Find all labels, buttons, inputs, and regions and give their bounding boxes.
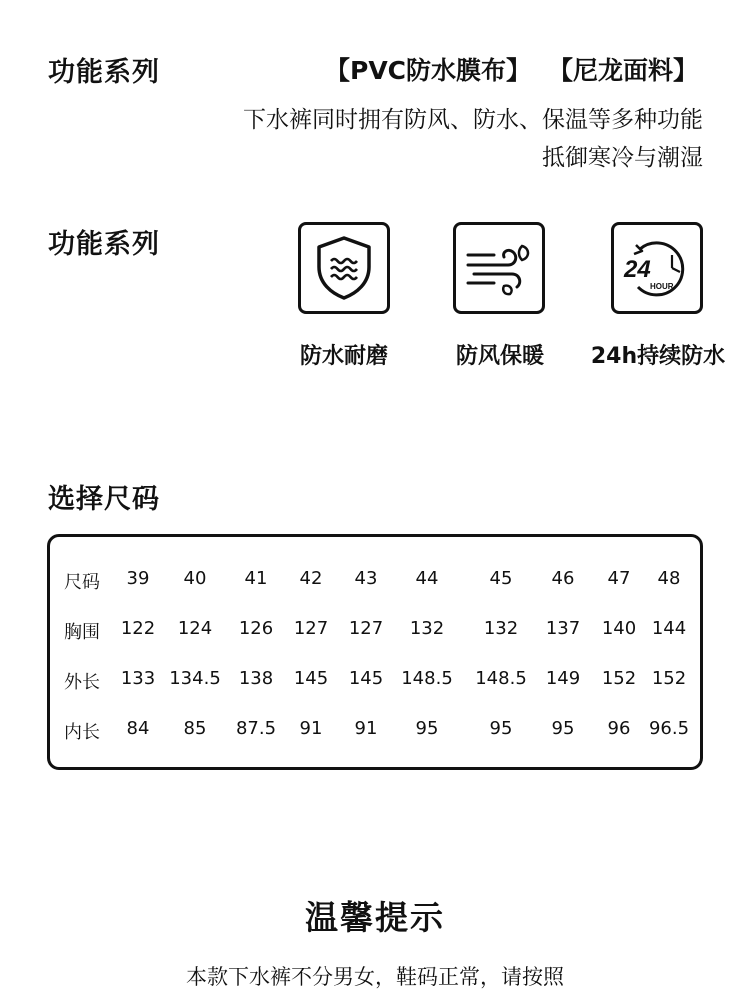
wind-icon (464, 238, 534, 298)
table-cell: 43 (354, 568, 378, 589)
table-cell: 42 (299, 568, 323, 589)
table-cell: 152 (651, 668, 687, 689)
table-cell: 96 (607, 718, 631, 739)
table-cell: 47 (607, 568, 631, 589)
table-cell: 39 (126, 568, 150, 589)
table-cell: 96.5 (648, 718, 690, 739)
feature-label-windproof: 防风保暖 (455, 344, 545, 369)
table-cell: 140 (601, 618, 637, 639)
table-cell: 95 (415, 718, 439, 739)
table-cell: 152 (601, 668, 637, 689)
tips-text: 本款下水裤不分男女，鞋码正常，请按照 (186, 965, 564, 989)
table-cell: 133 (120, 668, 156, 689)
table-cell: 85 (183, 718, 207, 739)
row-label-outer-length: 外长 (64, 672, 100, 693)
table-cell: 137 (545, 618, 581, 639)
table-cell: 87.5 (235, 718, 277, 739)
table-cell: 40 (183, 568, 207, 589)
table-cell: 126 (238, 618, 274, 639)
shield-waves-icon (313, 235, 375, 301)
feature-24h-card (611, 222, 703, 314)
table-cell: 91 (354, 718, 378, 739)
table-cell: 149 (545, 668, 581, 689)
row-label-size: 尺码 (64, 572, 100, 593)
table-cell: 95 (551, 718, 575, 739)
description-line-1: 下水裤同时拥有防风、防水、保温等多种功能 (243, 107, 703, 133)
size-section-title: 选择尺码 (48, 484, 160, 515)
table-cell: 45 (489, 568, 513, 589)
clock-number-text: 24 (624, 256, 651, 283)
table-cell: 41 (244, 568, 268, 589)
table-cell: 148.5 (475, 668, 527, 689)
table-cell: 124 (177, 618, 213, 639)
size-table (47, 534, 703, 770)
feature-windproof-card (453, 222, 545, 314)
table-cell: 84 (126, 718, 150, 739)
section-title-function-series-2: 功能系列 (48, 229, 160, 260)
table-cell: 148.5 (401, 668, 453, 689)
table-cell: 127 (293, 618, 329, 639)
table-cell: 134.5 (169, 668, 221, 689)
table-cell: 95 (489, 718, 513, 739)
table-cell: 44 (415, 568, 439, 589)
table-cell: 122 (120, 618, 156, 639)
table-cell: 145 (348, 668, 384, 689)
clock-hour-text: HOUR (650, 282, 674, 291)
table-cell: 138 (238, 668, 274, 689)
24-hour-clock-icon (620, 235, 694, 301)
table-cell: 91 (299, 718, 323, 739)
table-cell: 127 (348, 618, 384, 639)
tips-title: 温馨提示 (305, 898, 445, 937)
table-cell: 46 (551, 568, 575, 589)
table-cell: 132 (409, 618, 445, 639)
row-label-inner-length: 内长 (64, 722, 100, 743)
table-cell: 48 (657, 568, 681, 589)
table-cell: 132 (483, 618, 519, 639)
feature-waterproof-card (298, 222, 390, 314)
section-title-function-series: 功能系列 (48, 57, 160, 88)
row-label-chest: 胸围 (64, 622, 100, 643)
table-cell: 144 (651, 618, 687, 639)
feature-label-24h: 24h持续防水 (590, 344, 726, 369)
description-line-2: 抵御寒冷与潮湿 (542, 145, 703, 171)
material-nylon-label: 【尼龙面料】 (548, 56, 699, 85)
table-cell: 145 (293, 668, 329, 689)
feature-label-waterproof: 防水耐磨 (299, 344, 389, 369)
material-pvc-label: 【PVC防水膜布】 (325, 56, 532, 85)
